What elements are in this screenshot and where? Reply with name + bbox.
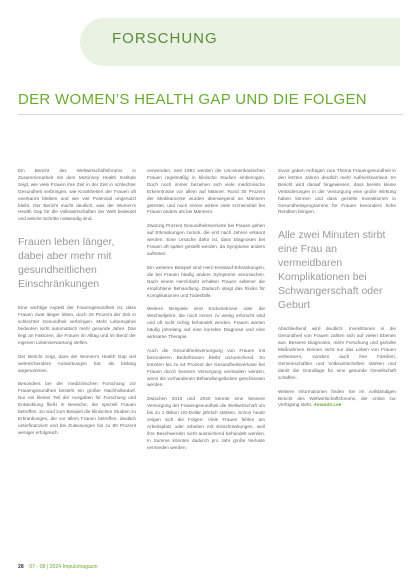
article-column-2 [147,168,265,459]
article-column-1 [18,168,136,444]
page-number: 28 [18,564,24,570]
pull-quote: Alle zwei Minuten stirbt eine Frau an vermeidbaren Komplikationen bei Schwangerschaft oder Geburt [278,229,386,312]
paragraph: Besonders bei der medizinischen Forschung zur Frauengesundheit besteht ein großer Nachholbedarf. Nur ein kleiner Teil der Ausgaben für Forschung und Entwicklung fließt in Bereiche, die speziell Frauen betreffen. So sind zum Beispiel die klinischen Studien zu Erkrankungen, die vor allem Frauen betreffen, deutlich unterfinanziert und bei Zulassungen bis zu 80 Prozent weniger erfolgreich. [18,381,136,435]
article-headline: DER WOMEN’S HEALTH GAP UND DIE FOLGEN [18,91,367,108]
paragraph: Auch die Gesundheitsversorgung von Frauen mit besonderen Bedürfnissen bleibt unzureichend. So könnten bis zu 64 Prozent der Gesundheitsverluste bei Frauen durch bessere Versorgung vermieden werden, wenn die vorhandenen Behandlungslücken geschlossen werden. [147,347,265,388]
paragraph [278,389,396,410]
paragraph: Zuvor gaben Anfragen zum Thema Frauengesundheit in den letzten Jahren deutlich mehr Aufmerksamkeit. Im Bericht wird darauf hingewiesen, dass bereits kleine Veränderungen in der Versorgung eine große Wirkung haben können und dass gezielte Investitionen in Gesundheitsprogramme für Frauen besonders hohe Renditen bringen. [278,168,396,215]
paragraph: Ein Bericht des Weltwirtschaftsforums in Zusammenarbeit mit dem McKinsey Health Institute zeigt, wie viele Frauen ihre Zeit in der Zeit in schlechter Gesundheit verbringen, wie Krankheiten der Frauen oft unerkannt bleiben und wie viel Potenzial ungenutzt bleibt. Der Bericht macht deutlich, was der Women’s Health Gap für die Volkswirtschaften der Welt bedeutet und welche Schritte notwendig sind. [18,168,136,222]
section-label: FORSCHUNG [112,30,218,47]
paragraph: Weitere Beispiele sind Endometriose oder die Wechseljahre, die noch immer zu wenig erforscht sind und oft nicht richtig behandelt werden. Frauen warten häufig jahrelang auf eine korrekte Diagnose und eine wirksame Therapie. [147,306,265,340]
paragraph: verwenden. Seit 1993 werden die US-amerikanischen Frauen regelmäßig in klinische Studien einbezogen. Doch noch immer beziehen sich viele medizinische Erkenntnisse vor allem auf Männer. Rund 30 Prozent der Medikamente wurden überwiegend an Männern getestet, und noch immer wirken viele Arzneimittel bei Frauen anders als bei Männern. [147,168,265,215]
paragraph: Abschließend wird deutlich: Investitionen in die Gesundheit von Frauen zahlen sich auf vielen Ebenen aus. Bessere Diagnosen, mehr Forschung und gezielte Maßnahmen können nicht nur das Leben von Frauen verbessern, sondern auch ihre Familien, Gemeinschaften und Volkswirtschaften stärken und damit die Grundlage für eine gesunde Gesellschaft schaffen. [278,326,396,380]
page-footer [18,564,97,570]
paragraph-text: Weitere Informationen finden Sie im vollständigen Bericht des Weltwirtschaftsforums, der online zur Verfügung steht. [278,388,396,408]
author-signature: Amanda Lee [313,402,342,408]
paragraph: Der Bericht zeigt, dass der Women’s Health Gap viel weitreichendere Auswirkungen hat, als bislang angenommen. [18,353,136,373]
headline-divider [18,114,403,115]
paragraph: Eine wichtige Aspekt der Frauengesundheit ist, dass Frauen zwar länger leben, doch 25 Prozent der Zeit in schlechter Gesundheit verbringen. Mehr Lebensjahre bedeuten nicht automatisch mehr gesunde Jahre. Das liegt an Faktoren, die Frauen im Alltag und im Beruf der eigenen Lebenserwartung stellen. [18,305,136,345]
pull-quote: Frauen leben länger, dabei aber mehr mit gesundheitlichen Einschränkungen [18,236,115,291]
paragraph: Zwanzig Prozent Gesundheitsverluste bei Frauen gehen auf Erkrankungen zurück, die erst nach Jahren erkannt werden. Eine Ursache dafür ist, dass Diagnosen bei Frauen oft später gestellt werden, da Symptome anders auftreten. [147,223,265,256]
issue-label: 07 · 08 | 2024 Impulsmagazin [29,564,98,570]
paragraph: Zwischen 2010 und 2040 könnte eine bessere Versorgung der Frauengesundheit die Weltwirtschaft um bis zu 1 Billion US-Dollar jährlich stärken. Schon heute zeigen sich die Folgen: Viele Frauen fehlen am Arbeitsplatz oder arbeiten mit Einschränkungen, weil ihre Beschwerden nicht ausreichend behandelt werden. In Summe könnten dadurch pro Jahr große Verluste vermieden werden. [147,396,265,450]
paragraph: Ein weiteres Beispiel sind Herz-Kreislauf-Erkrankungen, die bei Frauen häufig andere Symptome verursachen. Nach einem Herzinfarkt erhalten Frauen seltener die empfohlene Behandlung. Dadurch steigt das Risiko für Komplikationen und Todesfälle. [147,264,265,298]
article-column-3 [278,168,396,416]
